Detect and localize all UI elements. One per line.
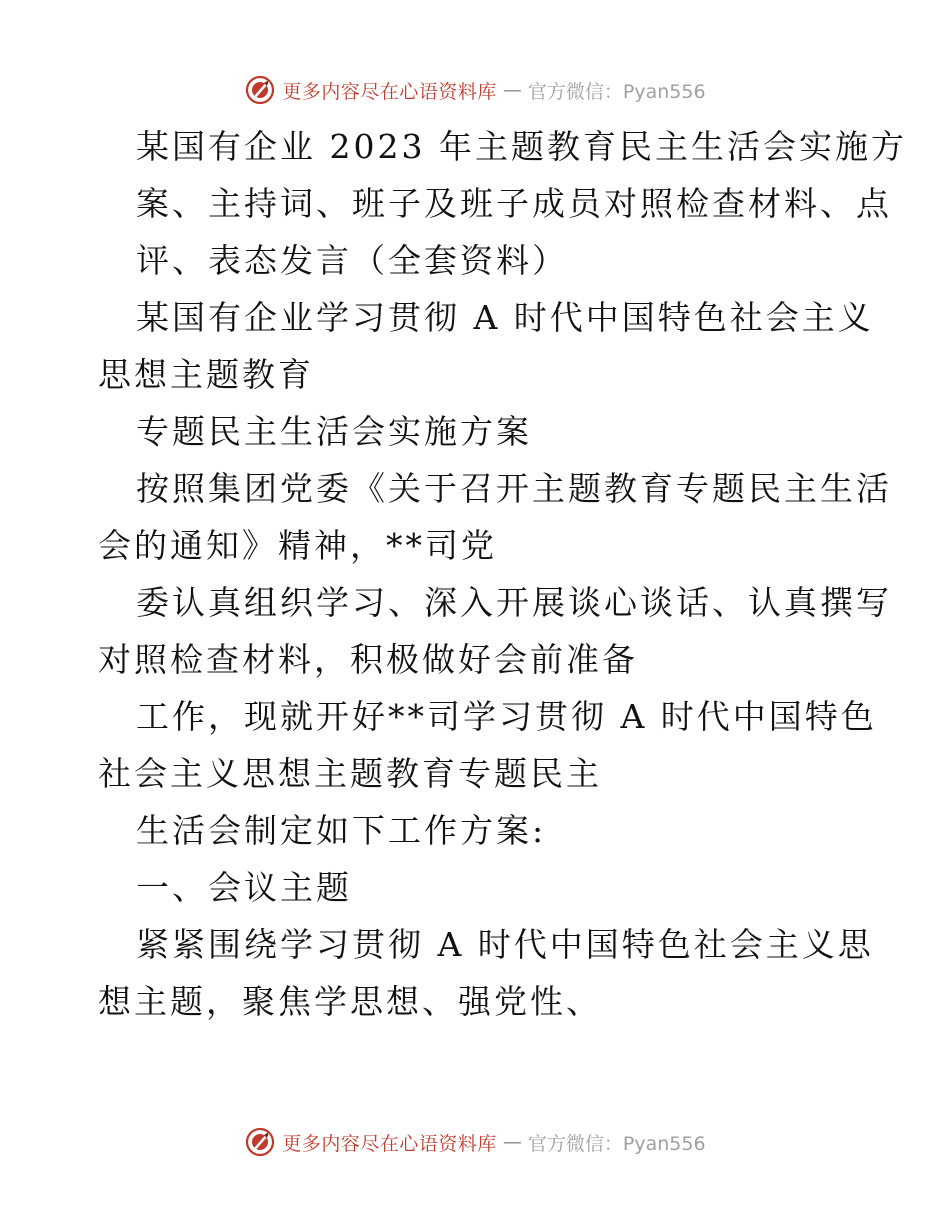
doc-line-2: 案、主持词、班子及班子成员对照检查材料、点	[136, 184, 892, 223]
doc-line-13: 生活会制定如下工作方案:	[136, 811, 547, 850]
doc-line-8: 会的通知》精神，**司党	[98, 526, 497, 565]
brush-logo-icon	[244, 74, 276, 106]
doc-line-3: 评、表态发言（全套资料）	[136, 241, 568, 280]
doc-line-6: 专题民主生活会实施方案	[136, 412, 532, 451]
watermark-main-text: 更多内容尽在心语资料库	[282, 80, 497, 103]
footer-watermark	[0, 1122, 950, 1162]
brush-logo-icon	[244, 1126, 276, 1158]
doc-line-9: 委认真组织学习、深入开展谈心谈话、认真撰写	[136, 583, 892, 622]
watermark-wechat-text: 官方微信：Pyan556	[527, 1132, 706, 1155]
doc-line-16: 想主题，聚焦学思想、强党性、	[98, 982, 602, 1021]
doc-line-15: 紧紧围绕学习贯彻 A 时代中国特色社会主义思	[136, 925, 874, 964]
watermark-wechat-text: 官方微信：Pyan556	[527, 80, 706, 103]
doc-line-12: 社会主义思想主题教育专题民主	[98, 754, 602, 793]
document-body	[98, 118, 907, 1030]
watermark-separator: —	[502, 79, 522, 101]
watermark-main-text: 更多内容尽在心语资料库	[282, 1132, 497, 1155]
doc-line-10: 对照检查材料，积极做好会前准备	[98, 640, 638, 679]
doc-line-4: 某国有企业学习贯彻 A 时代中国特色社会主义	[136, 298, 874, 337]
watermark-separator: —	[502, 1131, 522, 1153]
doc-line-11: 工作，现就开好**司学习贯彻 A 时代中国特色	[136, 697, 877, 736]
header-watermark	[0, 70, 950, 110]
doc-line-14: 一、会议主题	[136, 868, 352, 907]
doc-line-5: 思想主题教育	[98, 355, 314, 394]
doc-line-1: 某国有企业 2023 年主题教育民主生活会实施方	[136, 127, 907, 166]
doc-line-7: 按照集团党委《关于召开主题教育专题民主生活	[136, 469, 892, 508]
